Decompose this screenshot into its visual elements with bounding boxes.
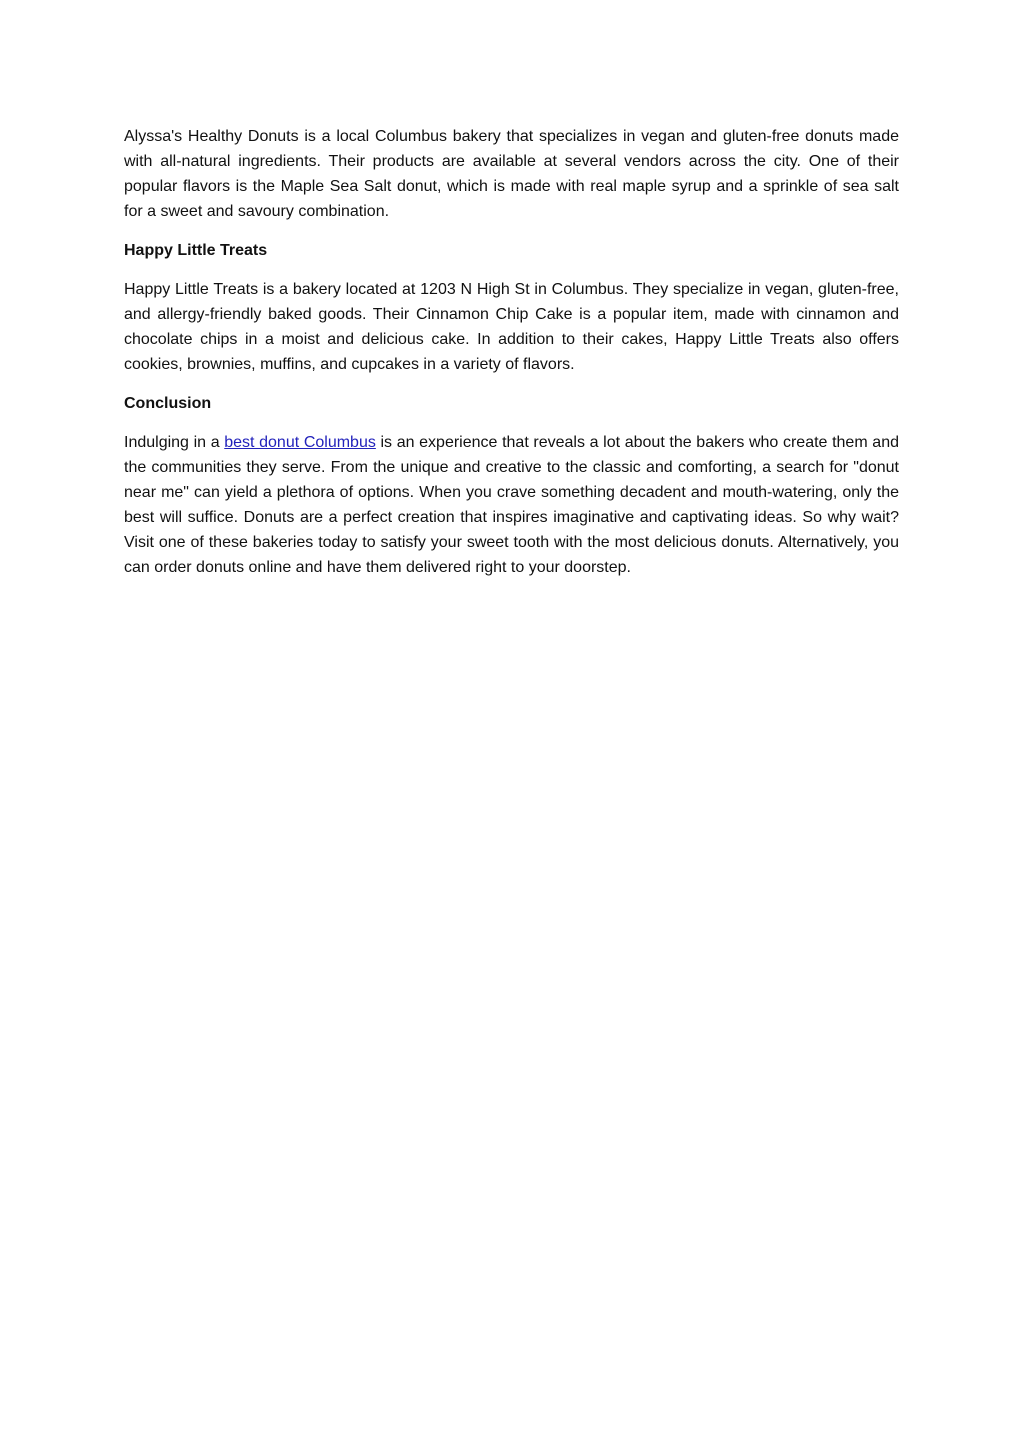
section-heading-conclusion: Conclusion	[124, 395, 212, 412]
conclusion-text-before-link: Indulging in a	[124, 434, 225, 451]
intro-paragraph: Alyssa's Healthy Donuts is a local Columbus bakery that specializes in vegan and gluten-free donuts made with all-natural ingredients. Their products are available at several vendors across the city. One of their popular flavors is the Maple Sea Salt donut, which is made with real maple syrup and a sprinkle of sea salt for a sweet and savoury combination.	[124, 128, 899, 220]
section-heading-happy-little-treats: Happy Little Treats	[124, 242, 268, 259]
conclusion-text-after-link: is an experience that reveals a lot about the bakers who create them and the communities they serve. From the unique and creative to the classic and comforting, a search for "donut near me" can yield a plethora of options. When you crave something decadent and mouth-watering, only the best will suffice. Donuts are a perfect creation that inspires imaginative and captivating ideas. So why wait? Visit one of these bakeries today to satisfy your sweet tooth with the most delicious donuts. Alternatively, you can order donuts online and have them delivered right to your doorstep.	[124, 434, 900, 576]
best-donut-columbus-link[interactable]: best donut Columbus	[224, 434, 376, 451]
document-page	[124, 124, 899, 594]
conclusion-paragraph	[124, 430, 899, 580]
happy-little-treats-paragraph: Happy Little Treats is a bakery located at 1203 N High St in Columbus. They specialize in vegan, gluten-free, and allergy-friendly baked goods. Their Cinnamon Chip Cake is a popular item, made with cinnamon and chocolate chips in a moist and delicious cake. In addition to their cakes, Happy Little Treats also offers cookies, brownies, muffins, and cupcakes in a variety of flavors.	[124, 281, 899, 373]
